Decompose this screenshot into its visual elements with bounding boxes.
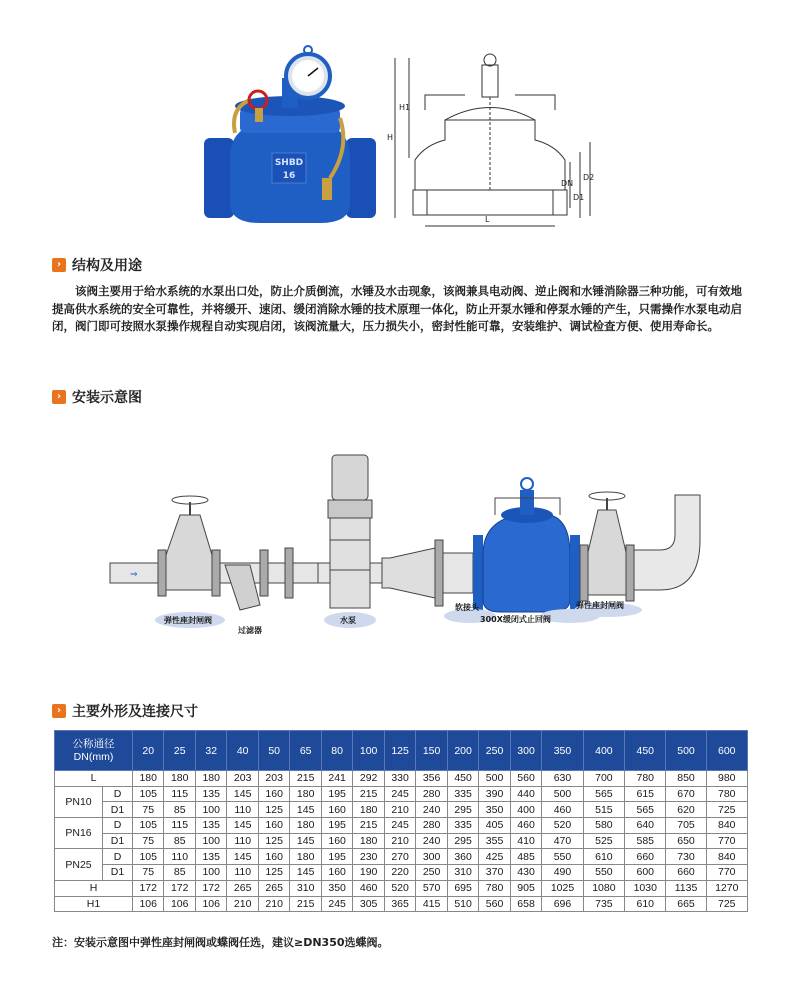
row-sub-label: D1: [103, 865, 133, 881]
table-cell: 240: [416, 802, 447, 818]
table-cell: 780: [479, 880, 510, 896]
table-cell: 570: [416, 880, 447, 896]
footnote: 注：安装示意图中弹性座封闸阀或蝶阀任选，建议≥DN350选蝶阀。: [52, 936, 389, 949]
section-dims-title: 主要外形及连接尺寸: [72, 704, 198, 720]
table-cell: 85: [164, 865, 195, 881]
table-cell: 135: [195, 818, 226, 834]
table-cell: 100: [195, 833, 226, 849]
table-cell: 1135: [666, 880, 706, 896]
pressure-group-label: PN16: [55, 818, 103, 849]
table-cell: 145: [227, 849, 258, 865]
table-corner-header: [55, 731, 133, 771]
table-cell: 705: [666, 818, 706, 834]
chevron-right-icon: ›: [52, 704, 66, 718]
table-header-size: 20: [133, 731, 164, 771]
table-cell: 780: [706, 786, 747, 802]
table-cell: 210: [258, 896, 289, 912]
table-cell: 230: [353, 849, 384, 865]
table-header-size: 125: [384, 731, 415, 771]
table-cell: 172: [195, 880, 226, 896]
table-cell: 700: [583, 771, 624, 787]
drawing-label-l: L: [485, 215, 490, 224]
table-cell: 615: [625, 786, 666, 802]
table-cell: 330: [384, 771, 415, 787]
table-header-size: 350: [542, 731, 583, 771]
table-cell: 135: [195, 786, 226, 802]
table-cell: 241: [321, 771, 352, 787]
table-cell: 490: [542, 865, 583, 881]
row-sub-label: D1: [103, 802, 133, 818]
table-cell: 520: [542, 818, 583, 834]
label-soft-joint: 软接头: [455, 603, 479, 612]
table-cell: 905: [510, 880, 541, 896]
table-cell: 725: [706, 896, 747, 912]
table-cell: 695: [447, 880, 478, 896]
table-cell: 500: [542, 786, 583, 802]
table-header-size: 450: [625, 731, 666, 771]
table-header-size: 150: [416, 731, 447, 771]
table-cell: 770: [706, 865, 747, 881]
table-cell: 240: [416, 833, 447, 849]
table-cell: 210: [384, 833, 415, 849]
table-cell: 250: [416, 865, 447, 881]
table-cell: 160: [321, 865, 352, 881]
table-cell: 470: [542, 833, 583, 849]
table-cell: 115: [164, 818, 195, 834]
table-header-size: 600: [706, 731, 747, 771]
table-cell: 105: [133, 849, 164, 865]
table-cell: 725: [706, 802, 747, 818]
table-cell: 85: [164, 833, 195, 849]
section-install-heading: [52, 386, 142, 408]
table-cell: 850: [666, 771, 706, 787]
row-label: H1: [55, 896, 133, 912]
drawing-label-h1: H1: [399, 103, 411, 112]
table-header-size: 80: [321, 731, 352, 771]
table-cell: 460: [542, 802, 583, 818]
table-cell: 770: [706, 833, 747, 849]
table-cell: 75: [133, 802, 164, 818]
table-cell: 180: [290, 786, 321, 802]
table-cell: 215: [353, 818, 384, 834]
table-header-size: 40: [227, 731, 258, 771]
label-gate-valve-left: 弹性座封闸阀: [164, 616, 212, 625]
product-photo: [200, 38, 380, 238]
table-header-size: 300: [510, 731, 541, 771]
section-dims-heading: [52, 700, 198, 722]
table-cell: 365: [384, 896, 415, 912]
table-cell: 425: [479, 849, 510, 865]
table-cell: 245: [321, 896, 352, 912]
table-cell: 980: [706, 771, 747, 787]
table-cell: 145: [227, 818, 258, 834]
table-row: [55, 802, 748, 818]
label-filter: 过滤器: [238, 626, 262, 635]
table-cell: 610: [583, 849, 624, 865]
table-cell: 565: [625, 802, 666, 818]
table-cell: 180: [195, 771, 226, 787]
chevron-right-icon: ›: [52, 258, 66, 272]
table-cell: 390: [479, 786, 510, 802]
table-cell: 270: [384, 849, 415, 865]
table-cell: 195: [321, 818, 352, 834]
table-cell: 360: [447, 849, 478, 865]
table-cell: 585: [625, 833, 666, 849]
table-cell: 460: [353, 880, 384, 896]
table-cell: 75: [133, 865, 164, 881]
table-cell: 670: [666, 786, 706, 802]
row-sub-label: D: [103, 818, 133, 834]
table-cell: 190: [353, 865, 384, 881]
drawing-label-d2: D2: [583, 173, 595, 182]
table-row: [55, 833, 748, 849]
table-cell: 510: [447, 896, 478, 912]
table-header-row: [55, 731, 748, 771]
row-sub-label: D: [103, 849, 133, 865]
table-cell: 160: [258, 818, 289, 834]
table-cell: 658: [510, 896, 541, 912]
table-cell: 172: [164, 880, 195, 896]
technical-drawing: [385, 40, 600, 230]
table-cell: 105: [133, 818, 164, 834]
table-header-size: 400: [583, 731, 624, 771]
table-row: [55, 786, 748, 802]
table-cell: 1025: [542, 880, 583, 896]
table-body: [55, 771, 748, 912]
table-cell: 580: [583, 818, 624, 834]
table-cell: 203: [258, 771, 289, 787]
table-cell: 600: [625, 865, 666, 881]
table-cell: 75: [133, 833, 164, 849]
table-cell: 1270: [706, 880, 747, 896]
drawing-label-d1: D1: [573, 193, 585, 202]
pressure-group-label: PN25: [55, 849, 103, 880]
table-cell: 85: [164, 802, 195, 818]
table-cell: 160: [258, 849, 289, 865]
table-cell: 106: [133, 896, 164, 912]
table-cell: 485: [510, 849, 541, 865]
table-cell: 172: [133, 880, 164, 896]
table-cell: 106: [195, 896, 226, 912]
table-header-size: 25: [164, 731, 195, 771]
table-cell: 280: [416, 818, 447, 834]
table-cell: 430: [510, 865, 541, 881]
table-header-size: 65: [290, 731, 321, 771]
row-label: H: [55, 880, 133, 896]
table-cell: 335: [447, 818, 478, 834]
table-cell: 550: [583, 865, 624, 881]
table-header-size: 250: [479, 731, 510, 771]
drawing-label-h: H: [387, 133, 394, 142]
table-cell: 660: [625, 849, 666, 865]
table-cell: 145: [290, 865, 321, 881]
table-cell: 630: [542, 771, 583, 787]
table-cell: 100: [195, 865, 226, 881]
table-cell: 460: [510, 818, 541, 834]
table-cell: 1080: [583, 880, 624, 896]
table-cell: 106: [164, 896, 195, 912]
table-cell: 292: [353, 771, 384, 787]
table-cell: 203: [227, 771, 258, 787]
table-cell: 565: [583, 786, 624, 802]
table-cell: 500: [479, 771, 510, 787]
table-cell: 355: [479, 833, 510, 849]
table-cell: 415: [416, 896, 447, 912]
table-cell: 525: [583, 833, 624, 849]
table-cell: 620: [666, 802, 706, 818]
table-header-size: 50: [258, 731, 289, 771]
table-cell: 840: [706, 818, 747, 834]
table-cell: 210: [227, 896, 258, 912]
table-header-size: 100: [353, 731, 384, 771]
table-cell: 180: [133, 771, 164, 787]
table-cell: 220: [384, 865, 415, 881]
table-cell: 215: [290, 896, 321, 912]
table-cell: 410: [510, 833, 541, 849]
table-cell: 100: [195, 802, 226, 818]
table-cell: 110: [227, 865, 258, 881]
corner-line-2: DN(mm): [73, 750, 114, 763]
table-cell: 735: [583, 896, 624, 912]
table-cell: 405: [479, 818, 510, 834]
table-cell: 160: [321, 802, 352, 818]
table-header-size: 200: [447, 731, 478, 771]
table-header-size: 500: [666, 731, 706, 771]
table-cell: 550: [542, 849, 583, 865]
pressure-group-label: PN10: [55, 786, 103, 817]
table-cell: 370: [479, 865, 510, 881]
label-check-valve: 300X缓闭式止回阀: [480, 615, 551, 624]
structure-description: 该阀主要用于给水系统的水泵出口处，防止介质倒流，水锤及水击现象，该阀兼具电动阀、逆止阀和水锤消除器三种功能，可有效地提高供水系统的安全可靠性，并将缓开、速闭、缓闭消除水锤的技术原理一体化，防止开泵水锤和停泵水锤的产生，只需操作水泵电动启闭，阀门即可按照水泵操作规程自动实现启闭，该阀流量大，压力损失小，密封性能可靠，安装维护、调试检查方便、使用寿命长。: [52, 284, 742, 333]
table-cell: 160: [321, 833, 352, 849]
table-cell: 560: [510, 771, 541, 787]
table-cell: 400: [510, 802, 541, 818]
section-structure-heading: [52, 254, 142, 276]
table-cell: 515: [583, 802, 624, 818]
table-cell: 640: [625, 818, 666, 834]
table-header-size: 32: [195, 731, 226, 771]
installation-diagram: [100, 440, 720, 640]
label-gate-valve-right: 弹性座封闸阀: [576, 601, 624, 610]
table-cell: 145: [227, 786, 258, 802]
table-cell: 265: [227, 880, 258, 896]
table-cell: 840: [706, 849, 747, 865]
table-cell: 350: [321, 880, 352, 896]
table-cell: 295: [447, 833, 478, 849]
table-row: [55, 880, 748, 896]
corner-line-1: 公称通径: [72, 737, 115, 750]
body-marking-text: SHBD: [274, 158, 304, 168]
row-label: L: [55, 771, 133, 787]
body-marking-pressure: 16: [282, 171, 296, 181]
table-cell: 215: [290, 771, 321, 787]
table-row: [55, 865, 748, 881]
row-sub-label: D1: [103, 833, 133, 849]
table-cell: 300: [416, 849, 447, 865]
table-cell: 105: [133, 786, 164, 802]
table-cell: 780: [625, 771, 666, 787]
table-cell: 560: [479, 896, 510, 912]
table-cell: 310: [447, 865, 478, 881]
table-cell: 125: [258, 833, 289, 849]
table-cell: 450: [447, 771, 478, 787]
table-cell: 280: [416, 786, 447, 802]
table-cell: 180: [353, 833, 384, 849]
table-cell: 160: [258, 786, 289, 802]
table-cell: 210: [384, 802, 415, 818]
table-cell: 520: [384, 880, 415, 896]
table-cell: 660: [666, 865, 706, 881]
table-cell: 180: [353, 802, 384, 818]
row-sub-label: D: [103, 786, 133, 802]
section-structure-title: 结构及用途: [72, 258, 142, 274]
chevron-right-icon: ›: [52, 390, 66, 404]
svg-text:⇒: ⇒: [130, 570, 138, 580]
table-cell: 245: [384, 786, 415, 802]
table-cell: 440: [510, 786, 541, 802]
table-row: [55, 896, 748, 912]
table-cell: 115: [164, 786, 195, 802]
table-cell: 195: [321, 786, 352, 802]
table-cell: 730: [666, 849, 706, 865]
table-cell: 145: [290, 833, 321, 849]
table-cell: 335: [447, 786, 478, 802]
table-cell: 650: [666, 833, 706, 849]
table-cell: 265: [258, 880, 289, 896]
table-cell: 245: [384, 818, 415, 834]
dimensions-table: [54, 730, 748, 912]
table-cell: 135: [195, 849, 226, 865]
table-cell: 110: [227, 833, 258, 849]
table-cell: 125: [258, 865, 289, 881]
table-cell: 110: [227, 802, 258, 818]
drawing-label-dn: DN: [561, 179, 574, 188]
label-pump: 水泵: [340, 616, 356, 625]
table-cell: 350: [479, 802, 510, 818]
table-row: [55, 771, 748, 787]
table-cell: 696: [542, 896, 583, 912]
table-cell: 610: [625, 896, 666, 912]
table-cell: 295: [447, 802, 478, 818]
table-cell: 180: [164, 771, 195, 787]
table-cell: 665: [666, 896, 706, 912]
table-row: [55, 818, 748, 834]
table-cell: 110: [164, 849, 195, 865]
table-cell: 310: [290, 880, 321, 896]
table-cell: 180: [290, 849, 321, 865]
table-cell: 215: [353, 786, 384, 802]
section-install-title: 安装示意图: [72, 390, 142, 406]
table-cell: 180: [290, 818, 321, 834]
table-row: [55, 849, 748, 865]
table-cell: 145: [290, 802, 321, 818]
table-cell: 1030: [625, 880, 666, 896]
table-cell: 125: [258, 802, 289, 818]
table-cell: 195: [321, 849, 352, 865]
table-cell: 305: [353, 896, 384, 912]
table-cell: 356: [416, 771, 447, 787]
